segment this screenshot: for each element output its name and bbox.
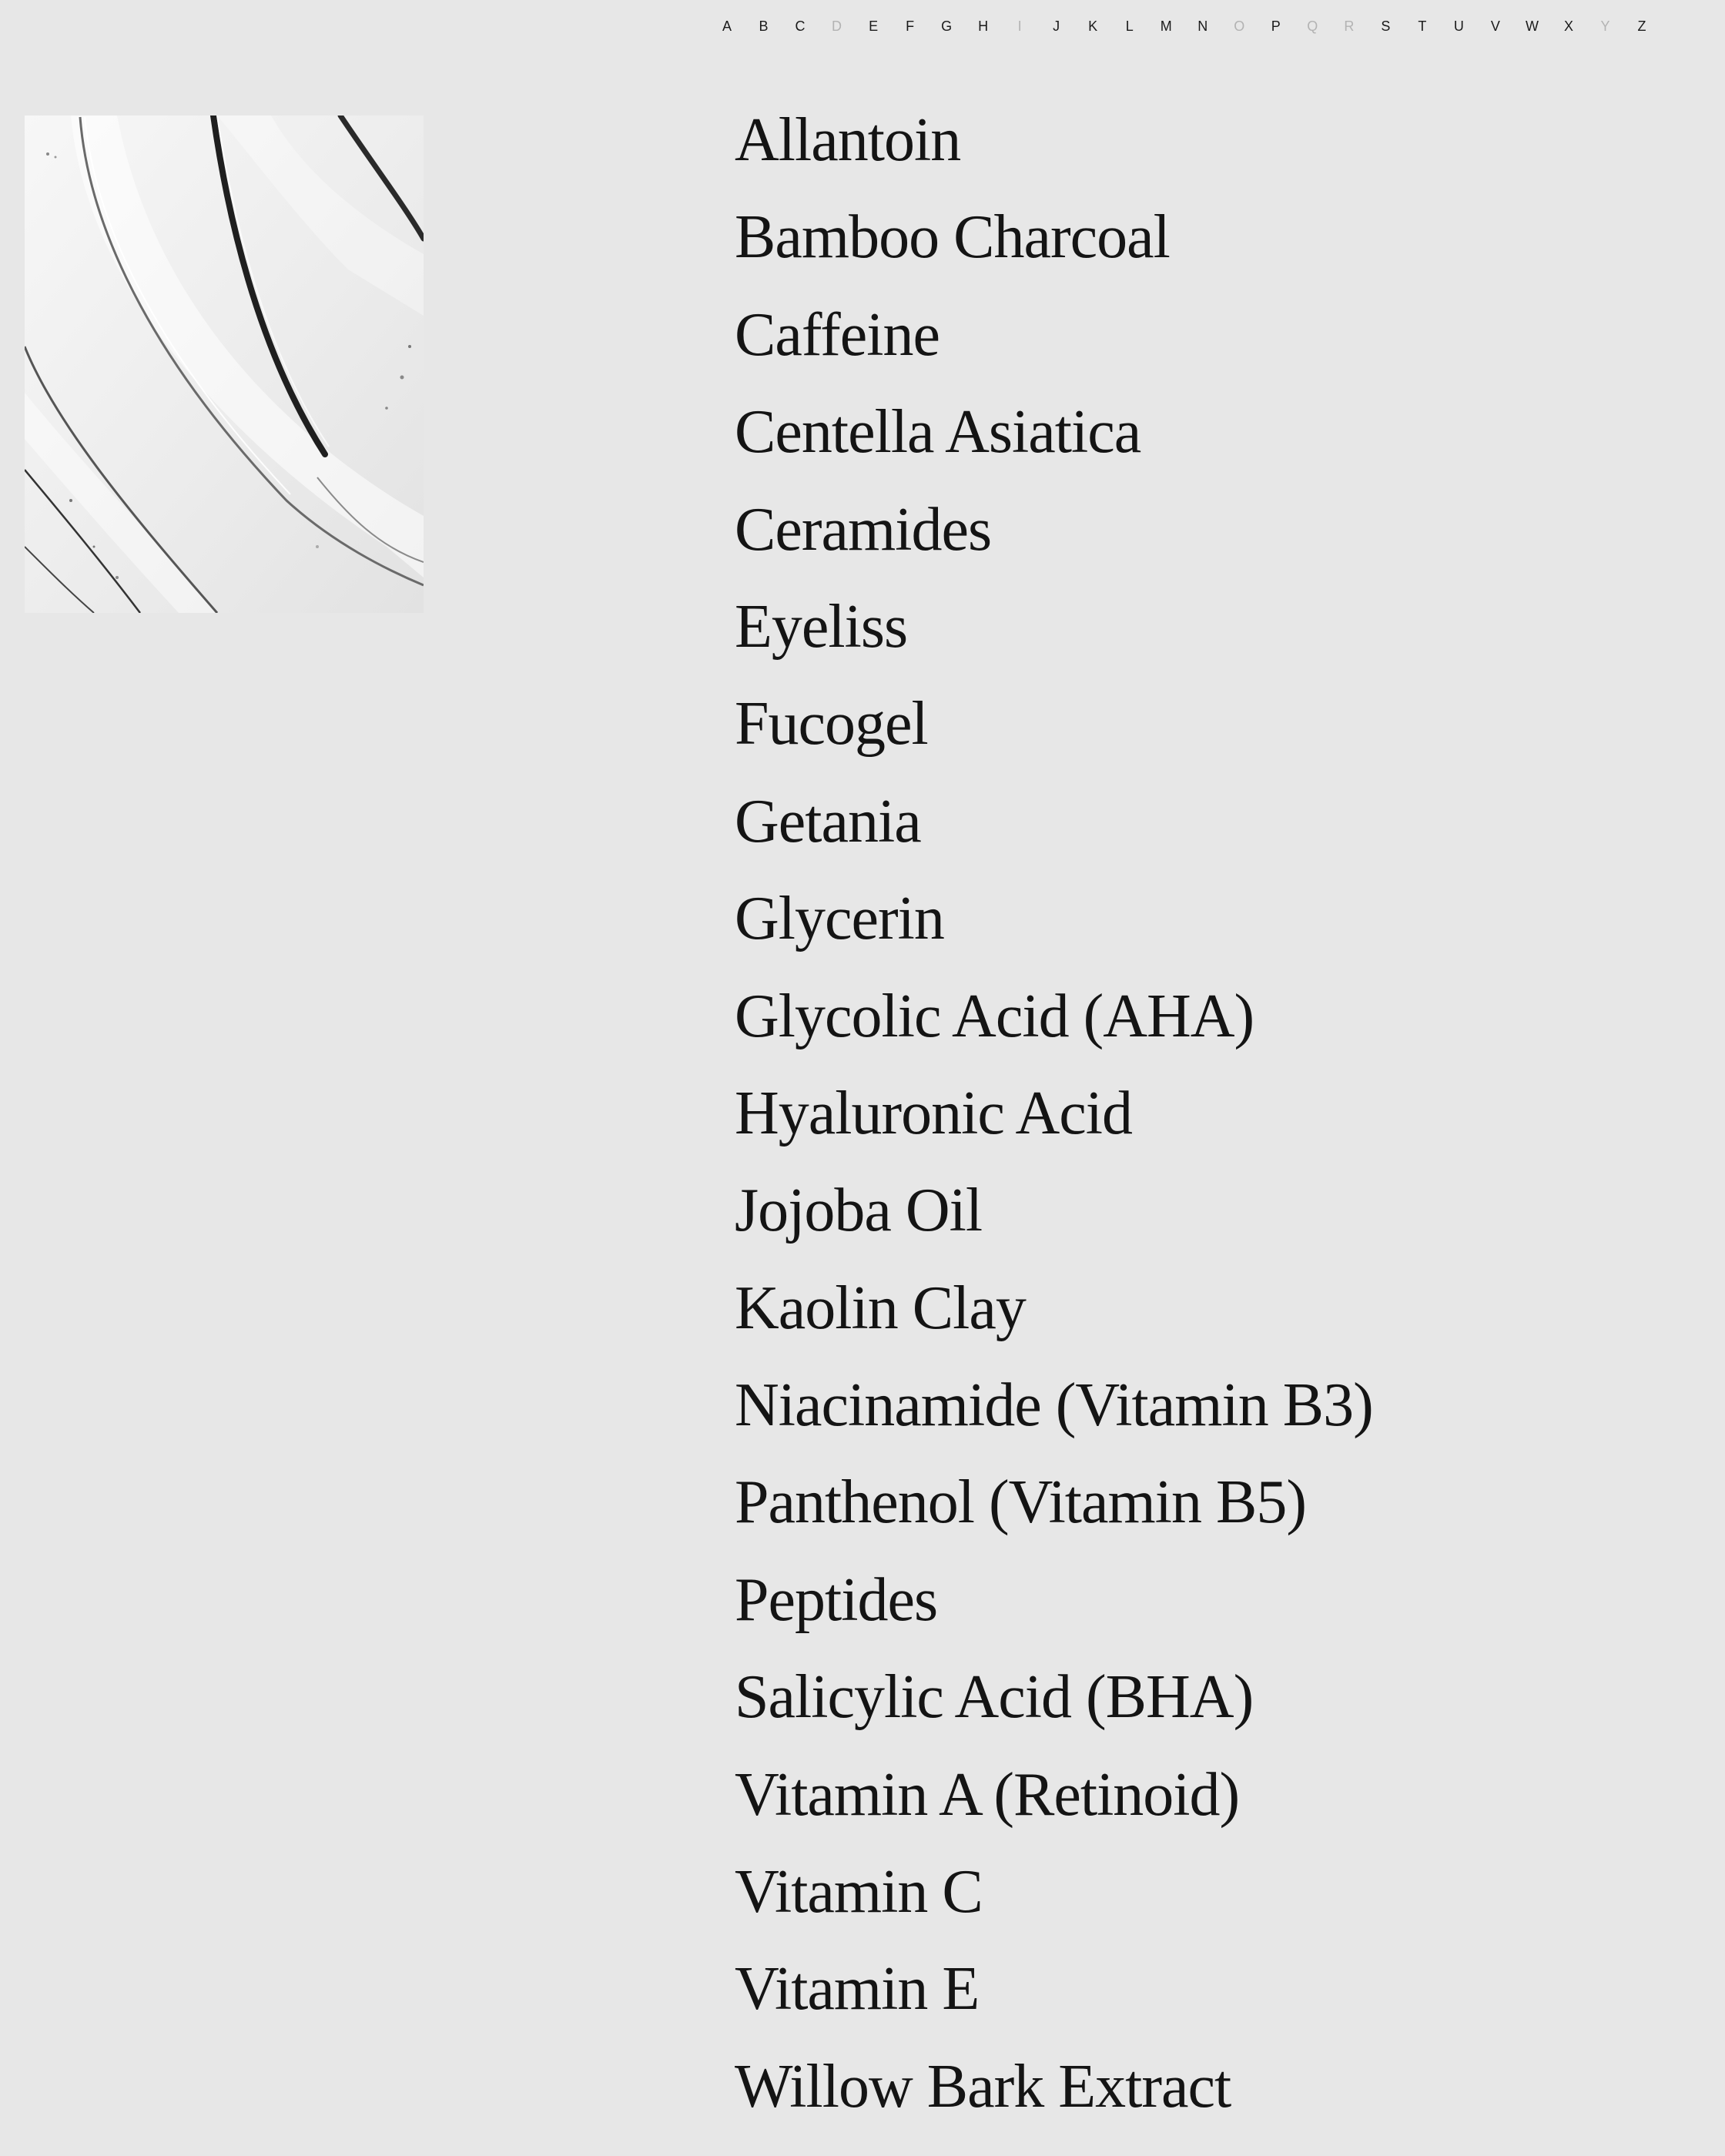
ingredient-link[interactable]: Kaolin Clay <box>735 1274 1026 1342</box>
alpha-nav-letter-b[interactable]: B <box>759 18 769 34</box>
ingredient-link[interactable]: Allantoin <box>735 106 961 174</box>
ingredient-link[interactable]: Vitamin E <box>735 1955 980 2024</box>
alpha-nav-letter-h[interactable]: H <box>978 18 989 34</box>
alpha-nav-letter-l[interactable]: L <box>1125 18 1134 34</box>
alpha-nav-letter-r: R <box>1344 18 1355 34</box>
ingredient-link[interactable]: Vitamin A (Retinoid) <box>735 1760 1240 1829</box>
ingredient-link[interactable]: Caffeine <box>735 300 940 369</box>
alpha-nav-letter-s[interactable]: S <box>1381 18 1391 34</box>
alpha-nav-letter-w[interactable]: W <box>1525 18 1539 34</box>
alpha-nav-letter-p[interactable]: P <box>1271 18 1281 34</box>
ingredient-link[interactable]: Peptides <box>735 1565 938 1634</box>
ingredient-link[interactable]: Getania <box>735 787 921 855</box>
gel-texture-graphic <box>25 116 424 613</box>
alpha-nav-letter-z[interactable]: Z <box>1637 18 1646 34</box>
ingredient-link[interactable]: Panthenol (Vitamin B5) <box>735 1468 1306 1537</box>
alpha-nav-letter-i: I <box>1017 18 1022 34</box>
alpha-nav-letter-u[interactable]: U <box>1453 18 1464 34</box>
ingredient-link[interactable]: Jojoba Oil <box>735 1177 983 1245</box>
alpha-nav-letter-e[interactable]: E <box>869 18 879 34</box>
alpha-nav-letter-q: Q <box>1307 18 1318 34</box>
ingredient-link[interactable]: Eyeliss <box>735 592 908 661</box>
alpha-nav-letter-v[interactable]: V <box>1490 18 1500 34</box>
ingredient-link[interactable]: Ceramides <box>735 495 992 564</box>
alpha-nav-letter-j[interactable]: J <box>1053 18 1060 34</box>
ingredient-link[interactable]: Willow Bark Extract <box>735 2052 1231 2121</box>
alpha-nav-letter-g[interactable]: G <box>941 18 953 34</box>
alpha-nav-letter-y: Y <box>1600 18 1610 34</box>
gel-texture-image <box>25 116 424 613</box>
alpha-nav-letter-m[interactable]: M <box>1160 18 1172 34</box>
ingredient-link[interactable]: Glycolic Acid (AHA) <box>735 982 1254 1050</box>
alpha-nav-letter-x[interactable]: X <box>1563 18 1573 34</box>
ingredient-link[interactable]: Fucogel <box>735 690 928 758</box>
alpha-nav-letter-t[interactable]: T <box>1418 18 1427 34</box>
ingredient-list <box>735 100 1373 2144</box>
alpha-nav-letter-d: D <box>832 18 842 34</box>
ingredient-link[interactable]: Bamboo Charcoal <box>735 203 1170 272</box>
ingredient-link[interactable]: Glycerin <box>735 885 944 953</box>
ingredient-link[interactable]: Centella Asiatica <box>735 398 1141 467</box>
ingredient-link[interactable]: Vitamin C <box>735 1858 983 1927</box>
alpha-nav-letter-o: O <box>1234 18 1245 34</box>
alpha-nav-letter-f[interactable]: F <box>906 18 915 34</box>
alpha-nav-letter-a[interactable]: A <box>722 18 732 34</box>
ingredient-link[interactable]: Salicylic Acid (BHA) <box>735 1663 1254 1732</box>
ingredient-link[interactable]: Hyaluronic Acid <box>735 1079 1132 1147</box>
alpha-nav-letter-k[interactable]: K <box>1088 18 1098 34</box>
ingredient-link[interactable]: Niacinamide (Vitamin B3) <box>735 1371 1373 1440</box>
alpha-nav-letter-c[interactable]: C <box>795 18 806 34</box>
alphabet-index-nav <box>722 17 1646 35</box>
alpha-nav-letter-n[interactable]: N <box>1197 18 1208 34</box>
